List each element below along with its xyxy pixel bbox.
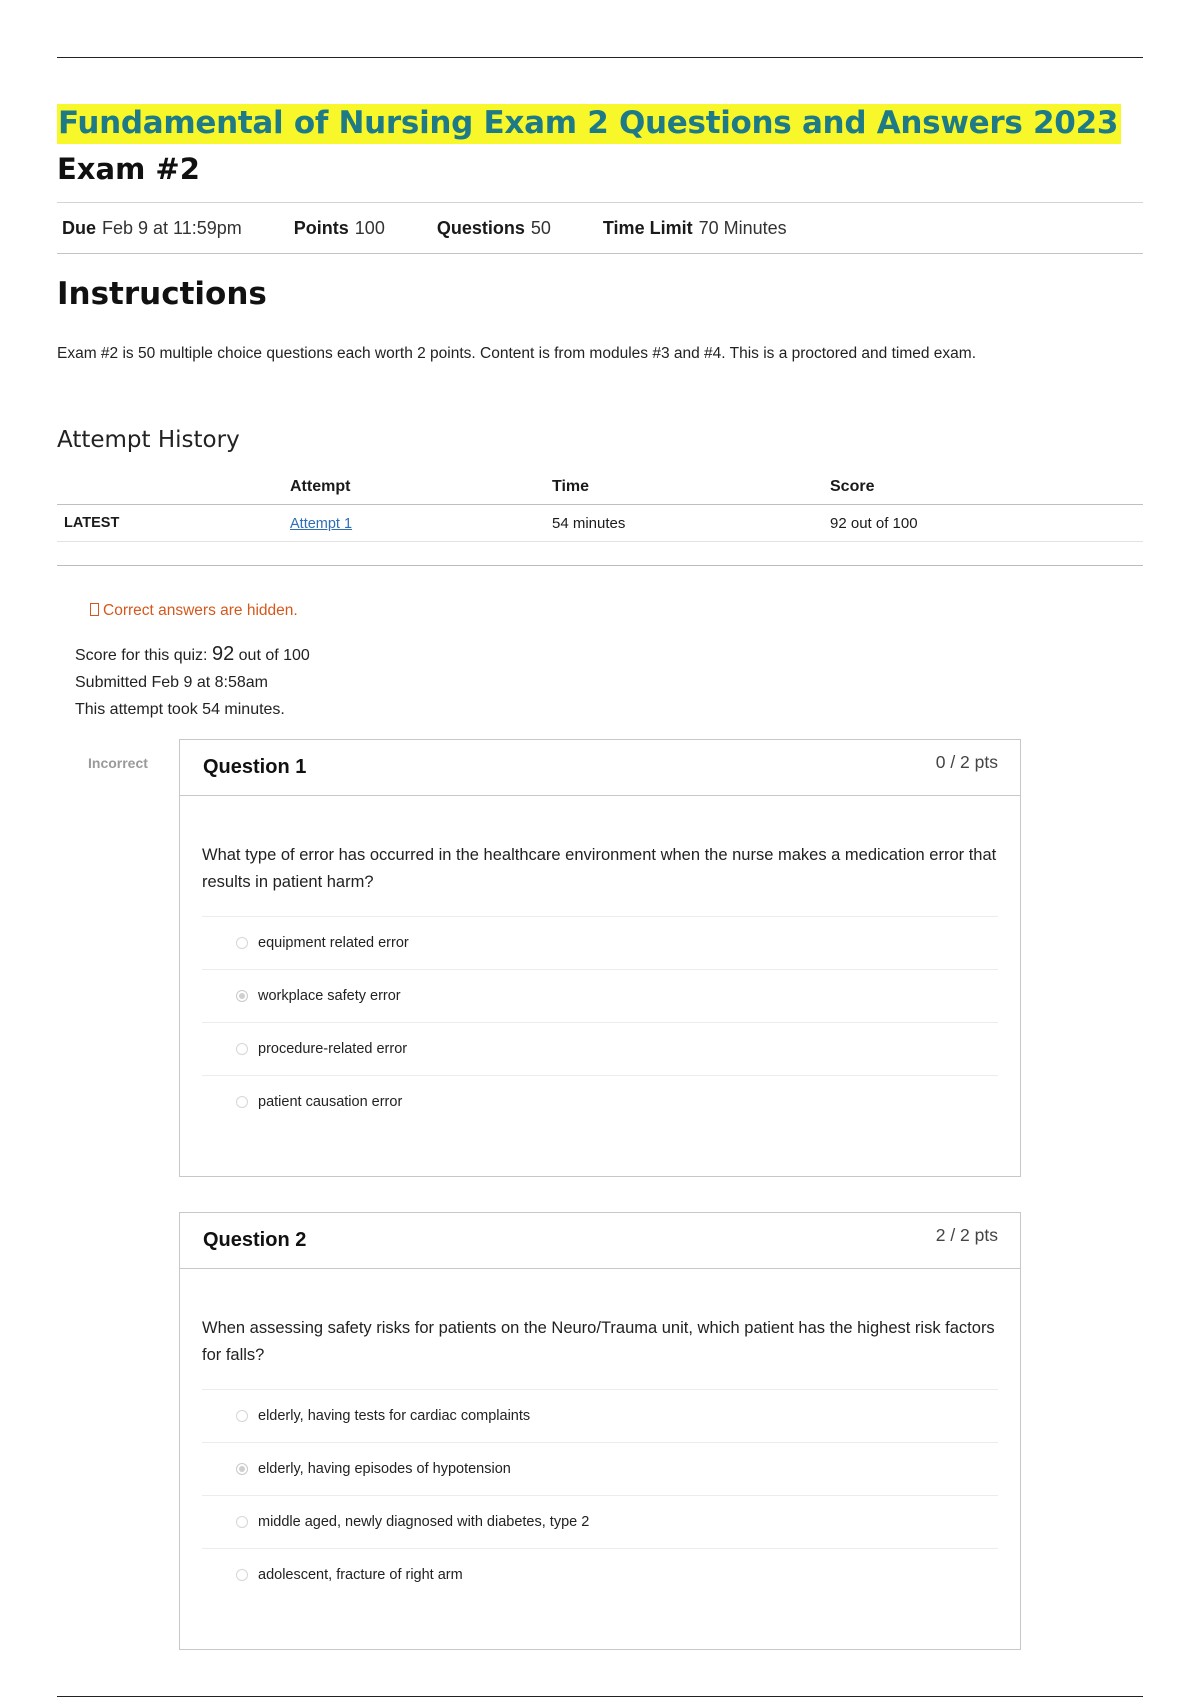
- column-header: [57, 474, 290, 505]
- question-header: [180, 740, 1020, 796]
- score-value: 92: [211, 643, 235, 665]
- due-value: Feb 9 at 11:59pm: [102, 217, 242, 238]
- question-points: 2 / 2 pts: [935, 1225, 998, 1245]
- answer-label: elderly, having episodes of hypotension: [258, 1461, 511, 1477]
- question-title: Question 2: [203, 1229, 307, 1251]
- quiz-score-summary: [75, 641, 310, 723]
- exam-meta-bar: [57, 202, 1143, 254]
- answer-option[interactable]: [202, 970, 998, 1023]
- top-rule: [57, 57, 1143, 58]
- score-line: [75, 641, 310, 669]
- answer-label: adolescent, fracture of right arm: [258, 1567, 463, 1583]
- latest-label: LATEST: [57, 505, 290, 542]
- hidden-answers-note: [90, 602, 298, 620]
- time-cell: 54 minutes: [552, 505, 830, 542]
- answer-option[interactable]: [202, 1076, 998, 1128]
- column-header-attempt: Attempt: [290, 474, 552, 505]
- answer-option[interactable]: [202, 1549, 998, 1601]
- table-row: [57, 505, 1143, 542]
- radio-icon[interactable]: [236, 937, 248, 949]
- question-title: Question 1: [203, 756, 307, 778]
- questions-label: Questions: [436, 217, 525, 238]
- table-header-row: [57, 474, 1143, 505]
- answer-label: procedure-related error: [258, 1041, 408, 1057]
- due-label: Due: [62, 217, 97, 238]
- answer-label: workplace safety error: [258, 988, 401, 1004]
- points-label: Points: [293, 217, 349, 238]
- duration-line: This attempt took 54 minutes.: [75, 701, 285, 718]
- instructions-text: Exam #2 is 50 multiple choice questions each worth 2 points. Content is from modules #3 and #4. This is a proctored and timed exam.: [57, 345, 977, 362]
- answer-label: equipment related error: [258, 935, 409, 951]
- radio-icon[interactable]: [236, 1096, 248, 1108]
- question-card: [179, 1212, 1021, 1650]
- exam-title: Exam #2: [57, 152, 200, 186]
- info-icon: [90, 603, 99, 616]
- answer-label: patient causation error: [258, 1094, 403, 1110]
- answer-option[interactable]: [202, 1496, 998, 1549]
- questions-value: 50: [530, 217, 551, 238]
- time-limit-label: Time Limit: [602, 217, 693, 238]
- column-header-score: Score: [830, 474, 1143, 505]
- radio-icon[interactable]: [236, 1410, 248, 1422]
- answer-list: [202, 916, 998, 1128]
- meta-questions: [437, 218, 551, 239]
- bottom-rule: [57, 1696, 1143, 1697]
- score-cell: 92 out of 100: [830, 505, 1143, 542]
- radio-icon[interactable]: [236, 1516, 248, 1528]
- question-text: What type of error has occurred in the healthcare environment when the nurse makes a medication error that results in patient harm?: [202, 846, 997, 891]
- answer-option[interactable]: [202, 1390, 998, 1443]
- question-card: [179, 739, 1021, 1177]
- question-status-badge: Incorrect: [88, 755, 148, 771]
- radio-icon[interactable]: [236, 1569, 248, 1581]
- answer-list: [202, 1389, 998, 1601]
- meta-due: [62, 218, 242, 239]
- radio-icon[interactable]: [236, 1043, 248, 1055]
- answer-label: middle aged, newly diagnosed with diabetes, type 2: [258, 1514, 590, 1530]
- score-prefix: Score for this quiz:: [75, 647, 208, 664]
- answer-option[interactable]: [202, 1023, 998, 1076]
- question-points: 0 / 2 pts: [935, 752, 998, 772]
- radio-selected-icon[interactable]: [236, 990, 248, 1002]
- question-header: [180, 1213, 1020, 1269]
- question-text: When assessing safety risks for patients on the Neuro/Trauma unit, which patient has the highest risk factors for falls?: [202, 1319, 995, 1364]
- radio-selected-icon[interactable]: [236, 1463, 248, 1475]
- attempt-link[interactable]: Attempt 1: [290, 515, 353, 532]
- column-header-time: Time: [552, 474, 830, 505]
- answer-option[interactable]: [202, 917, 998, 970]
- attempt-cell: [290, 505, 552, 542]
- submitted-line: Submitted Feb 9 at 8:58am: [75, 674, 268, 691]
- meta-time-limit: [603, 218, 787, 239]
- answer-option[interactable]: [202, 1443, 998, 1496]
- score-suffix: out of 100: [238, 647, 310, 664]
- attempt-history-table: [57, 474, 1143, 542]
- time-limit-value: 70 Minutes: [698, 217, 787, 238]
- section-divider: [57, 565, 1143, 566]
- attempt-history-heading: Attempt History: [57, 427, 240, 453]
- answer-label: elderly, having tests for cardiac complaints: [258, 1408, 531, 1424]
- instructions-heading: Instructions: [57, 276, 267, 312]
- points-value: 100: [354, 217, 385, 238]
- hidden-note-text: Correct answers are hidden.: [103, 602, 298, 619]
- meta-points: [294, 218, 385, 239]
- document-title: Fundamental of Nursing Exam 2 Questions and Answers 2023: [57, 104, 1121, 144]
